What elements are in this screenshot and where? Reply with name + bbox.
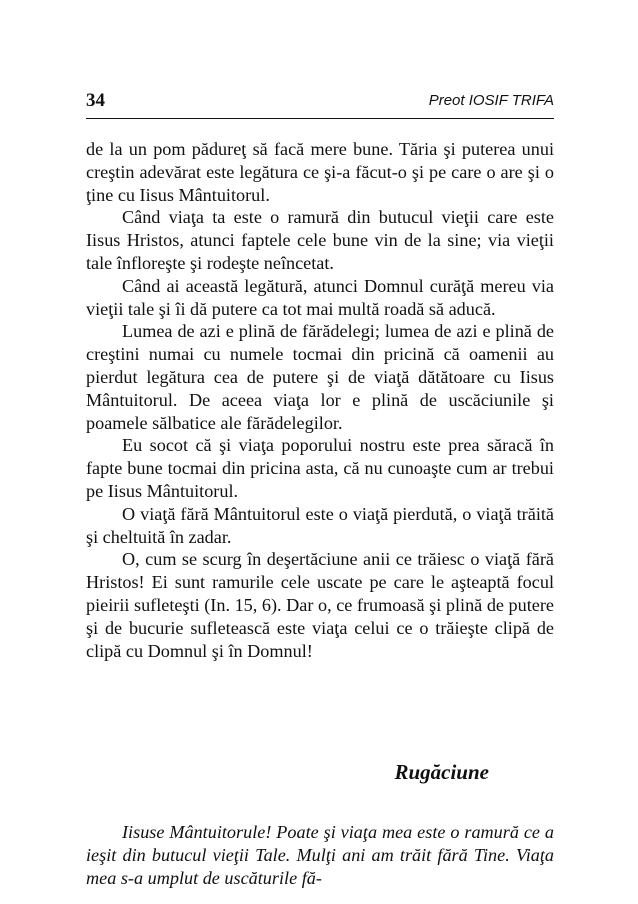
paragraph-4: Lumea de azi e plină de fărădelegi; lumea de azi e plină de creştini numai cu numele tocmai din pricină că oamenii au pierdut legătura cea de putere şi de viaţă dătătoare cu Iisus Mântuitorul. De aceea viaţa lor e plină de uscăciunile şi poamele sălbatice ale fărădelegilor. (86, 321, 554, 433)
running-head: Preot IOSIF TRIFA (428, 92, 554, 109)
prayer-text (86, 821, 554, 889)
paragraph-2: Când viaţa ta este o ramură din butucul vieţii care este Iisus Hristos, atunci faptele cele bune vin de la sine; via vieţii tale înfloreşte şi rodeşte neîncetat. (86, 207, 554, 273)
paragraph-1: de la un pom pădureţ să facă mere bune. Tăria şi puterea unui creştin adevărat este legătura ce şi-a făcut-o şi pe care o are şi o ţine cu Iisus Mântuitorul. (86, 139, 554, 205)
paragraph-5: Eu socot că şi viaţa poporului nostru este prea săracă în fapte bune tocmai din pricina asta, că nu cunoaşte cum ar trebui pe Iisus Mântuitorul. (86, 435, 554, 501)
body-text (86, 138, 554, 662)
section-title: Rugăciune (394, 760, 489, 784)
prayer-paragraph: Iisuse Mântuitorule! Poate şi viaţa mea este o ramură ce a ieşit din butucul vieţii Tale. Mulţi ani am trăit fără Tine. Viaţa mea s-a umplut de uscăturile fă- (86, 822, 554, 888)
paragraph-6: O viaţă fără Mântuitorul este o viaţă pierdută, o viaţă trăită şi cheltuită în zadar. (86, 503, 554, 547)
page-number: 34 (86, 90, 105, 111)
paragraph-7: O, cum se scurg în deşertăciune anii ce trăiesc o viaţă fără Hristos! Ei sunt ramurile cele uscate pe care le aşteaptă focul pieirii sufleteşti (In. 15, 6). Dar o, ce frumoasă şi plină de putere şi de bucurie sufletească este viaţa celui ce o trăieşte clipă de clipă cu Domnul şi în Domnul! (86, 549, 554, 661)
page-header (86, 88, 554, 114)
paragraph-3: Când ai această legătură, atunci Domnul curăţă mereu via vieţii tale şi îi dă putere ca tot mai multă roadă să aducă. (86, 275, 554, 319)
header-rule (86, 118, 554, 119)
